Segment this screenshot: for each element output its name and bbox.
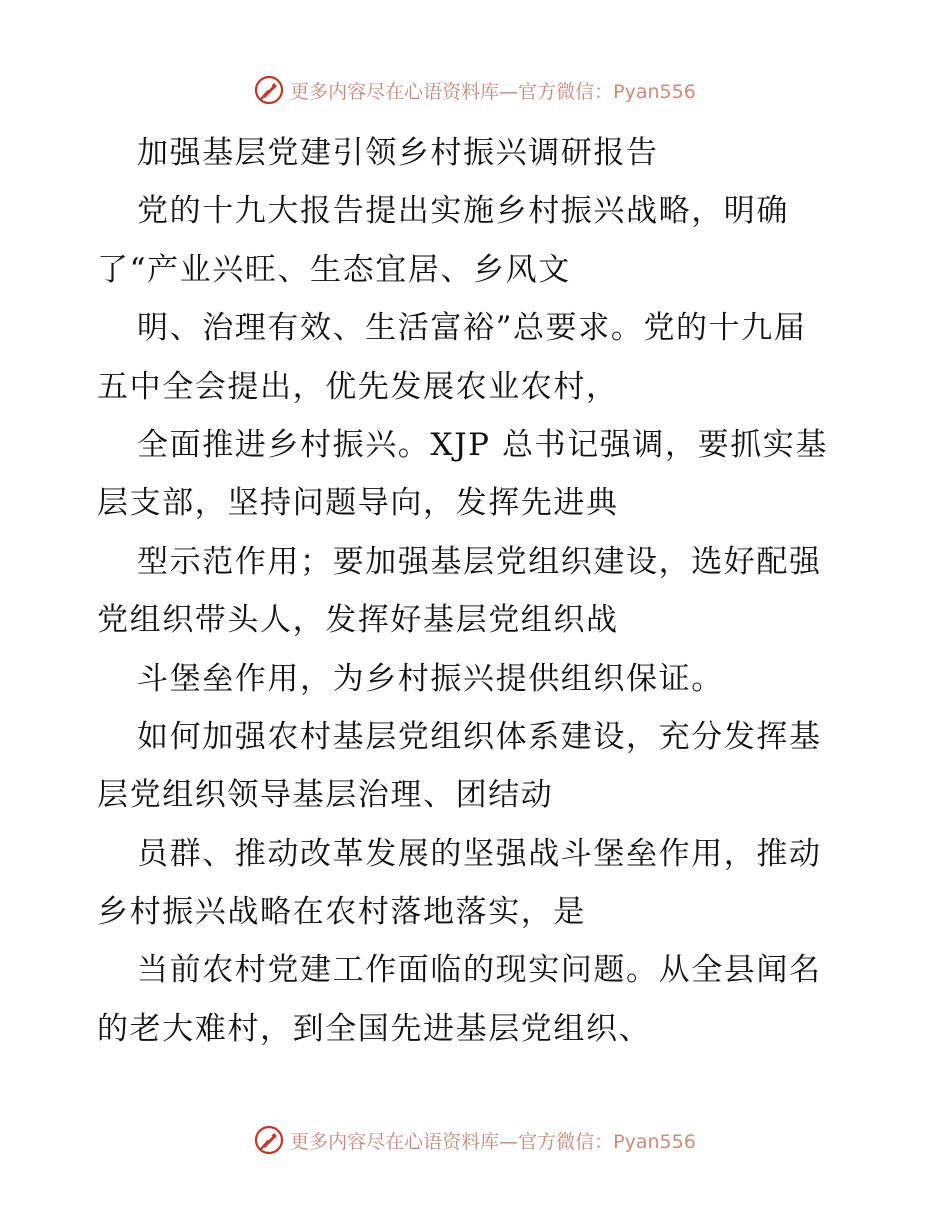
document-text-line: 层党组织领导基层治理、团结动 bbox=[97, 777, 554, 814]
feather-pen-logo-icon bbox=[254, 75, 284, 105]
document-text-line: 党的十九大报告提出实施乡村振兴战略，明确 bbox=[137, 193, 789, 230]
watermark-label: 更多内容尽在心语资料库—官方微信： bbox=[290, 1130, 614, 1153]
document-text-line: 乡村振兴战略在农村落地落实，是 bbox=[97, 894, 586, 931]
document-text-line: 五中全会提出，优先发展农业农村， bbox=[97, 368, 619, 405]
feather-pen-logo-icon bbox=[254, 1125, 284, 1155]
watermark-text bbox=[290, 1127, 696, 1154]
document-text-line: 层支部，坚持问题导向，发挥先进典 bbox=[97, 485, 619, 522]
watermark-label: 更多内容尽在心语资料库—官方微信： bbox=[290, 80, 614, 103]
watermark-text bbox=[290, 77, 696, 104]
document-text-line: 当前农村党建工作面临的现实问题。从全县闻名 bbox=[137, 952, 822, 989]
watermark-wechat-id: Pyan556 bbox=[613, 80, 696, 103]
document-text-line: 型示范作用；要加强基层党组织建设，选好配强 bbox=[137, 543, 822, 580]
document-text-line: 如何加强农村基层党组织体系建设，充分发挥基 bbox=[137, 718, 822, 755]
document-body bbox=[97, 124, 857, 1058]
document-text-line: 加强基层党建引领乡村振兴调研报告 bbox=[137, 135, 659, 171]
footer-watermark bbox=[0, 1122, 950, 1158]
document-text-line: 全面推进乡村振兴。XJP 总书记强调，要抓实基 bbox=[137, 426, 829, 463]
watermark-wechat-id: Pyan556 bbox=[613, 1130, 696, 1153]
document-text-line: 明、治理有效、生活富裕”总要求。党的十九届 bbox=[137, 310, 807, 347]
header-watermark bbox=[0, 72, 950, 108]
document-text-line: 的老大难村，到全国先进基层党组织、 bbox=[97, 1010, 652, 1047]
document-text-line: 斗堡垒作用，为乡村振兴提供组织保证。 bbox=[137, 660, 724, 697]
document-text-line: 党组织带头人，发挥好基层党组织战 bbox=[97, 602, 619, 639]
document-text-line: 了“产业兴旺、生态宜居、乡风文 bbox=[97, 251, 571, 288]
document-text-line: 员群、推动改革发展的坚强战斗堡垒作用，推动 bbox=[137, 835, 822, 872]
